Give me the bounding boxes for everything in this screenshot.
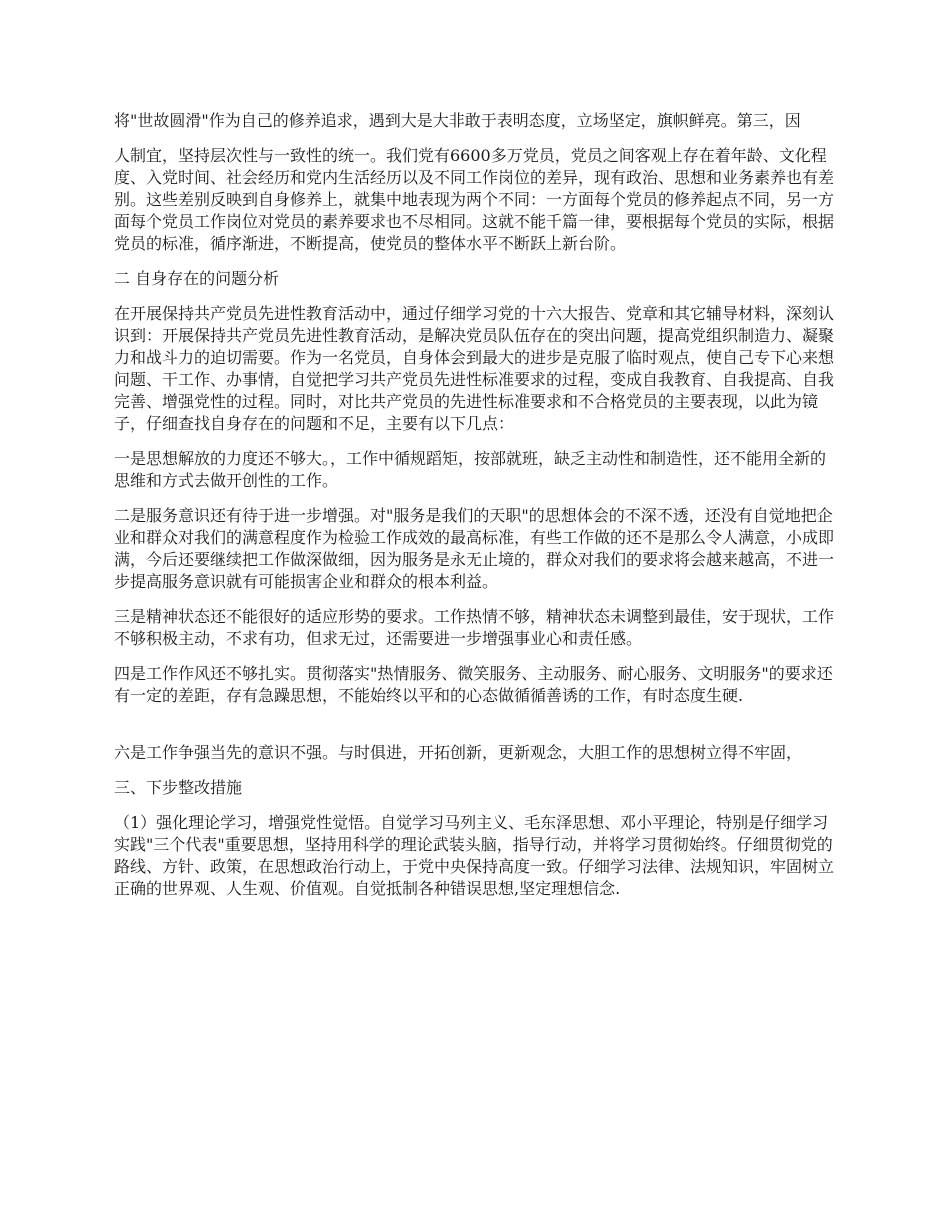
blank-gap [114,720,838,742]
section-heading-measures: 三、下步整改措施 [114,778,243,797]
paragraph-problem-6: 六是工作争强当先的意识不强。与时俱进，开拓创新，更新观念，大胆工作的思想树立得不牢固， [114,743,803,762]
section-heading-problems: 二 自身存在的问题分析 [114,269,280,288]
paragraph-education-activity: 在开展保持共产党员先进性教育活动中，通过仔细学习党的十六大报告、党章和其它辅导材料，深刻认识到：开展保持共产党员先进性教育活动，是解决党员队伍存在的突出问题，提高党组织制造力、凝聚力和战斗力的迫切需要。作为一名党员，自身体会到最大的进步是克服了临时观点，使自己专下心来想问题、干工作、办事情，自觉把学习共产党员先进性标准要求的过程，变成自我教育、自我提高、自我完善、增强党性的过程。同时，对比共产党员的先进性标准要求和不合格党员的主要表现，以此为镜子，仔细查找自身存在的问题和不足，主要有以下几点： [114,304,835,433]
paragraph-problem-2: 二是服务意识还有待于进一步增强。对"服务是我们的天职"的思想体会的不深不透，还没有自觉地把企业和群众对我们的满意程度作为检验工作成效的最高标准，有些工作做的还不是那么令人满意，小成即满，今后还要继续把工作做深做细，因为服务是永无止境的，群众对我们的要求将会越来越高，不进一步提高服务意识就有可能损害企业和群众的根本利益。 [114,506,835,591]
paragraph-problem-1: 一是思想解放的力度还不够大。，工作中循规蹈矩，按部就班，缺乏主动性和制造性，还不能用全新的思维和方式去做开创性的工作。 [114,449,827,490]
paragraph-differentiation: 人制宜，坚持层次性与一致性的统一。我们党有6600多万党员，党员之间客观上存在着年龄、文化程度、入党时间、社会经历和党内生活经历以及不同工作岗位的差异，现有政治、思想和业务素养也有差别。这些差别反映到自身修养上，就集中地表现为两个不同：一方面每个党员的修养起点不同，另一方面每个党员工作岗位对党员的素养要求也不尽相同。这就不能千篇一律，要根据每个党员的实际，根据党员的标准，循序渐进，不断提高，使党员的整体水平不断跃上新台阶。 [114,146,835,253]
document-body [114,110,838,913]
paragraph-problem-4: 四是工作作风还不够扎实。贯彻落实"热情服务、微笑服务、主动服务、耐心服务、文明服务"的要求还有一定的差距，存有急躁思想，不能始终以平和的心态做循循善诱的工作，有时态度生硬. [114,664,833,705]
paragraph-problem-3: 三是精神状态还不能很好的适应形势的要求。工作热情不够，精神状态未调整到最佳，安于现状，工作不够积极主动，不求有功，但求无过，还需要进一步增强事业心和责任感。 [114,607,835,648]
paragraph-measure-1: （1）强化理论学习，增强党性觉悟。自觉学习马列主义、毛东泽思想、邓小平理论，特别是仔细学习实践"三个代表"重要思想，坚持用科学的理论武装头脑，指导行动，并将学习贯彻始终。仔细贯彻党的路线、方针、政策，在思想政治行动上，于党中央保持高度一致。仔细学习法律、法规知识，牢固树立正确的世界观、人生观、价值观。自觉抵制各种错误思想,坚定理想信念. [114,813,835,898]
paragraph-intro: 将"世故圆滑"作为自己的修养追求，遇到大是大非敢于表明态度，立场坚定，旗帜鲜亮。第三，因 [114,111,801,130]
